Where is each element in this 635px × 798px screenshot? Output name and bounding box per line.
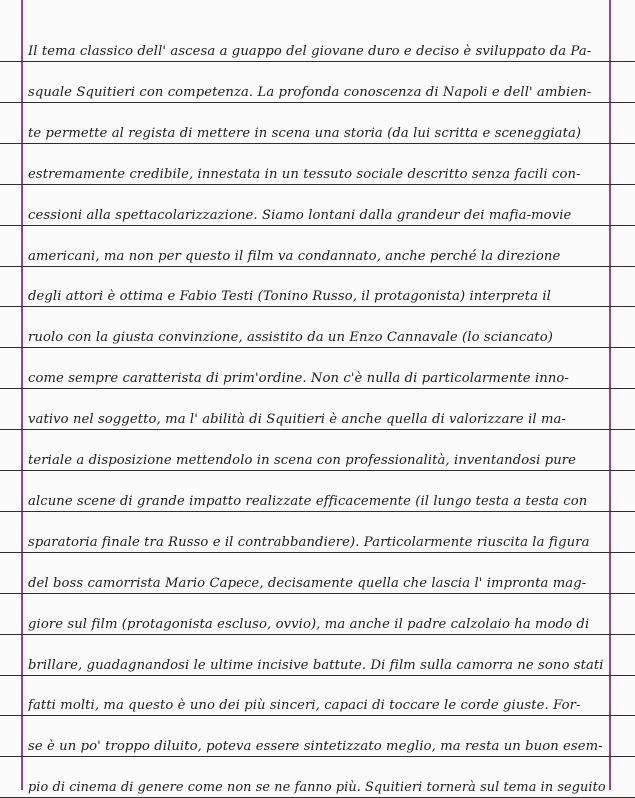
- ruled-line: [0, 756, 635, 757]
- ruled-line: [0, 102, 635, 103]
- ruled-line: [0, 552, 635, 553]
- ruled-line: [0, 61, 635, 62]
- ruled-line: [0, 715, 635, 716]
- text-line: del boss camorrista Mario Capece, decisamente quella che lascia l' impronta mag-: [28, 576, 587, 591]
- ruled-line: [0, 225, 635, 226]
- text-line: estremamente credibile, innestata in un tessuto sociale descritto senza facili con-: [28, 167, 581, 182]
- text-line: squale Squitieri con competenza. La profonda conoscenza di Napoli e dell' ambien-: [28, 85, 592, 100]
- ruled-line: [0, 266, 635, 267]
- text-line: brillare, guadagnandosi le ultime incisive battute. Di film sulla camorra ne sono stati: [28, 658, 604, 673]
- text-line: fatti molti, ma questo è uno dei più sinceri, capaci di toccare le corde giuste. For-: [28, 698, 581, 713]
- text-line: alcune scene di grande impatto realizzate efficacemente (il lungo testa a testa con: [28, 494, 588, 509]
- ruled-line: [0, 143, 635, 144]
- ruled-line: [0, 306, 635, 307]
- right-margin-line: [609, 0, 611, 790]
- text-line: te permette al regista di mettere in scena una storia (da lui scritta e sceneggiata): [28, 126, 582, 141]
- text-line: degli attori è ottima e Fabio Testi (Tonino Russo, il protagonista) interpreta il: [28, 289, 551, 304]
- ruled-line: [0, 184, 635, 185]
- ruled-line: [0, 429, 635, 430]
- left-margin-line: [21, 0, 23, 790]
- text-line: americani, ma non per questo il film va condannato, anche perché la direzione: [28, 249, 561, 264]
- text-line: pio di cinema di genere come non se ne fanno più. Squitieri tornerà sul tema in seguito: [28, 780, 606, 795]
- ruled-line: [0, 511, 635, 512]
- text-line: se è un po' troppo diluito, poteva essere sintetizzato meglio, ma resta un buon esem-: [28, 739, 603, 754]
- ruled-line: [0, 634, 635, 635]
- ruled-line: [0, 388, 635, 389]
- text-line: come sempre caratterista di prim'ordine. Non c'è nulla di particolarmente inno-: [28, 371, 569, 386]
- ruled-line: [0, 593, 635, 594]
- text-line: teriale a disposizione mettendolo in scena con professionalità, inventandosi pure: [28, 453, 577, 468]
- text-line: sparatoria finale tra Russo e il contrabbandiere). Particolarmente riuscita la figura: [28, 535, 590, 550]
- ruled-line: [0, 347, 635, 348]
- text-line: cessioni alla spettacolarizzazione. Siamo lontani dalla grandeur dei mafia-movie: [28, 208, 572, 223]
- text-line: ruolo con la giusta convinzione, assistito da un Enzo Cannavale (lo sciancato): [28, 330, 554, 345]
- ruled-line: [0, 470, 635, 471]
- text-line: vativo nel soggetto, ma l' abilità di Squitieri è anche quella di valorizzare il ma-: [28, 412, 567, 427]
- text-line: giore sul film (protagonista escluso, ovvio), ma anche il padre calzolaio ha modo di: [28, 617, 590, 632]
- text-line: Il tema classico dell' ascesa a guappo del giovane duro e deciso è sviluppato da Pa-: [28, 44, 592, 59]
- ruled-line: [0, 675, 635, 676]
